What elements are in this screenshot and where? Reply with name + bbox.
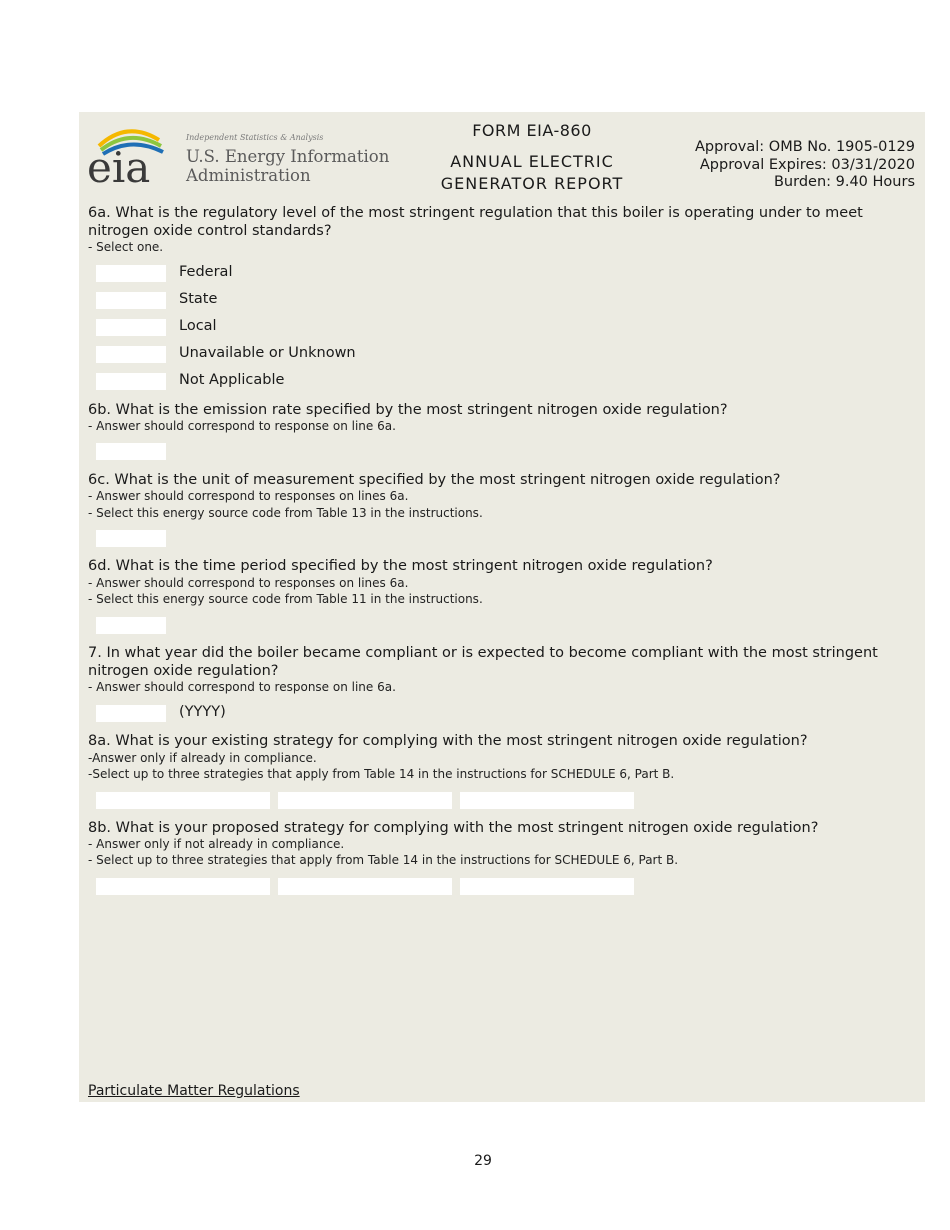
burden-hours: Burden: 9.40 Hours [773, 174, 915, 190]
question-7-line1: 7. In what year did the boiler became compliant or is expected to become compliant with the most stringent [88, 645, 878, 661]
note-6c-2: - Select this energy source code from Table 13 in the instructions. [88, 506, 483, 520]
page-number: 29 [474, 1153, 492, 1169]
note-7: - Answer should correspond to response on line 6a. [88, 680, 396, 694]
option-unknown-box[interactable] [96, 346, 166, 363]
note-6c-1: - Answer should correspond to responses on lines 6a. [88, 489, 409, 503]
option-unknown-label: Unavailable or Unknown [179, 345, 356, 361]
logo-wordmark: eia [87, 143, 151, 186]
org-name-line1: U.S. Energy Information [186, 147, 390, 166]
proposed-strategy-input-3[interactable] [460, 878, 634, 895]
approval-omb: Approval: OMB No. 1905-0129 [694, 139, 915, 155]
note-6d-2: - Select this energy source code from Table 11 in the instructions. [88, 592, 483, 606]
form-title: FORM EIA-860 [472, 121, 592, 140]
question-6a-line2: nitrogen oxide control standards? [88, 223, 332, 239]
question-6c: 6c. What is the unit of measurement specified by the most stringent nitrogen oxide regulation? [88, 472, 781, 488]
question-8b: 8b. What is your proposed strategy for complying with the most stringent nitrogen oxide regulation? [88, 820, 819, 836]
form-subtitle-line1: ANNUAL ELECTRIC [450, 152, 614, 171]
question-7 [88, 644, 898, 680]
proposed-strategy-input-2[interactable] [278, 878, 452, 895]
note-8a-1: -Answer only if already in compliance. [88, 751, 317, 765]
note-8b-1: - Answer only if not already in compliance. [88, 837, 345, 851]
option-not-applicable-label: Not Applicable [179, 372, 285, 388]
question-6d: 6d. What is the time period specified by the most stringent nitrogen oxide regulation? [88, 558, 713, 574]
option-local-label: Local [179, 318, 217, 334]
existing-strategy-input-1[interactable] [96, 792, 270, 809]
form-subtitle-line2: GENERATOR REPORT [440, 174, 624, 193]
org-name [186, 147, 389, 185]
note-6a: - Select one. [88, 240, 164, 254]
logo-tagline: Independent Statistics & Analysis [186, 133, 324, 142]
form-subtitle [416, 151, 648, 195]
question-6a [88, 204, 898, 240]
note-6b: - Answer should correspond to response on line 6a. [88, 419, 396, 433]
org-name-line2: Administration [186, 166, 311, 185]
option-not-applicable-box[interactable] [96, 373, 166, 390]
option-federal-box[interactable] [96, 265, 166, 282]
existing-strategy-input-3[interactable] [460, 792, 634, 809]
compliance-year-input[interactable] [96, 705, 166, 722]
option-state-box[interactable] [96, 292, 166, 309]
question-8a: 8a. What is your existing strategy for complying with the most stringent nitrogen oxide regulation? [88, 733, 808, 749]
question-6b: 6b. What is the emission rate specified by the most stringent nitrogen oxide regulation? [88, 402, 728, 418]
note-8a-2: -Select up to three strategies that apply from Table 14 in the instructions for SCHEDULE 6, Part B. [88, 767, 675, 781]
existing-strategy-input-2[interactable] [278, 792, 452, 809]
particulate-matter-link[interactable]: Particulate Matter Regulations [88, 1083, 300, 1099]
year-format-hint: (YYYY) [179, 704, 226, 720]
approval-info [695, 139, 915, 192]
emission-rate-input[interactable] [96, 443, 166, 460]
option-local-box[interactable] [96, 319, 166, 336]
question-7-line2: nitrogen oxide regulation? [88, 663, 279, 679]
proposed-strategy-input-1[interactable] [96, 878, 270, 895]
unit-of-measurement-input[interactable] [96, 530, 166, 547]
note-8b-2: - Select up to three strategies that apply from Table 14 in the instructions for SCHEDULE 6, Part B. [88, 853, 679, 867]
question-6a-line1: 6a. What is the regulatory level of the most stringent regulation that this boiler is operating under to meet [88, 205, 863, 221]
option-state-label: State [179, 291, 218, 307]
note-6d-1: - Answer should correspond to responses on lines 6a. [88, 576, 409, 590]
option-federal-label: Federal [179, 264, 233, 280]
approval-expires: Approval Expires: 03/31/2020 [699, 156, 915, 173]
time-period-input[interactable] [96, 617, 166, 634]
